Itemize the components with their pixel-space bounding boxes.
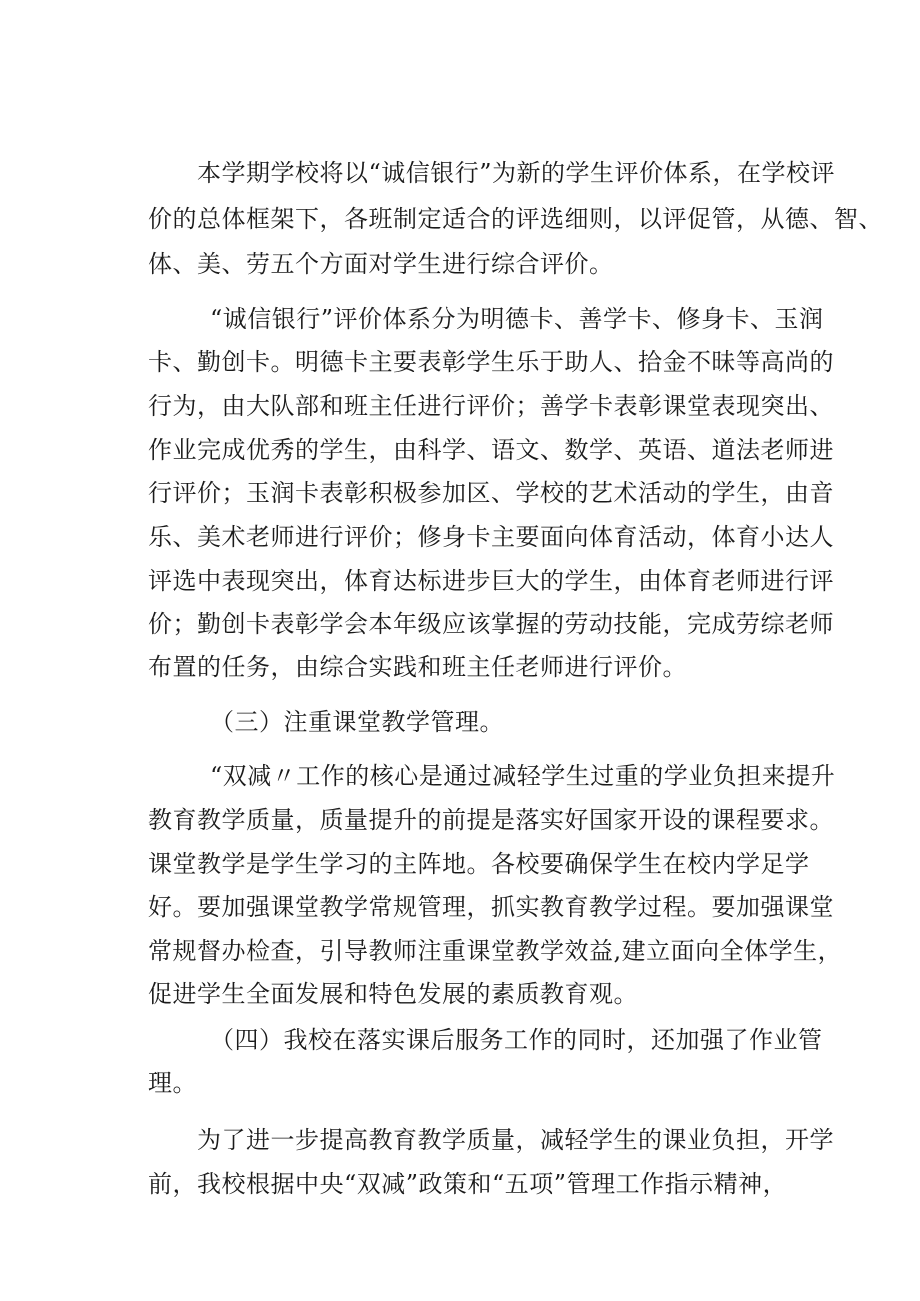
section-heading: （三）注重课堂教学管理。	[210, 708, 504, 736]
text-line: 行为，由大队部和班主任进行评价；善学卡表彰课堂表现突出、	[148, 392, 834, 420]
text-line: 常规督办检查，引导教师注重课堂教学效益,建立面向全体学生，	[148, 937, 843, 965]
text-line: 为了进一步提高教育教学质量，减轻学生的课业负担，开学	[197, 1126, 834, 1154]
text-line: 课堂教学是学生学习的主阵地。各校要确保学生在校内学足学	[148, 850, 810, 878]
text-line: 价；勤创卡表彰学会本年级应该掌握的劳动技能，完成劳综老师	[148, 610, 834, 638]
section-heading: 理。	[148, 1069, 197, 1097]
text-line: 促进学生全面发展和特色发展的素质教育观。	[148, 980, 638, 1008]
text-line: 教育教学质量，质量提升的前提是落实好国家开设的课程要求。	[148, 806, 834, 834]
section-heading: （四）我校在落实课后服务工作的同时，还加强了作业管	[210, 1026, 823, 1054]
text-line: 评选中表现突出，体育达标进步巨大的学生，由体育老师进行评	[148, 567, 834, 595]
text-line: 价的总体框架下，各班制定适合的评选细则，以评促管，从德、智、	[148, 205, 883, 233]
text-line: 体、美、劳五个方面对学生进行综合评价。	[148, 250, 614, 278]
text-line: 乐、美术老师进行评价；修身卡主要面向体育活动，体育小达人	[148, 523, 834, 551]
text-line: “诚信银行”评价体系分为明德卡、善学卡、修身卡、玉润	[210, 305, 824, 333]
text-line: 前，我校根据中央“双减”政策和“五项”管理工作指示精神，	[148, 1170, 788, 1198]
text-line: 作业完成优秀的学生，由科学、语文、数学、英语、道法老师进	[148, 436, 834, 464]
text-line: 卡、勤创卡。明德卡主要表彰学生乐于助人、拾金不昧等高尚的	[148, 348, 834, 376]
text-line: 好。要加强课堂教学常规管理，抓实教育教学过程。要加强课堂	[148, 893, 834, 921]
text-line: 行评价；玉润卡表彰积极参加区、学校的艺术活动的学生，由音	[148, 479, 834, 507]
text-line: 本学期学校将以“诚信银行”为新的学生评价体系，在学校评	[197, 159, 836, 187]
text-line: 布置的任务，由综合实践和班主任老师进行评价。	[148, 653, 687, 681]
text-line: “双减〃工作的核心是通过减轻学生过重的学业负担来提升	[210, 762, 836, 790]
